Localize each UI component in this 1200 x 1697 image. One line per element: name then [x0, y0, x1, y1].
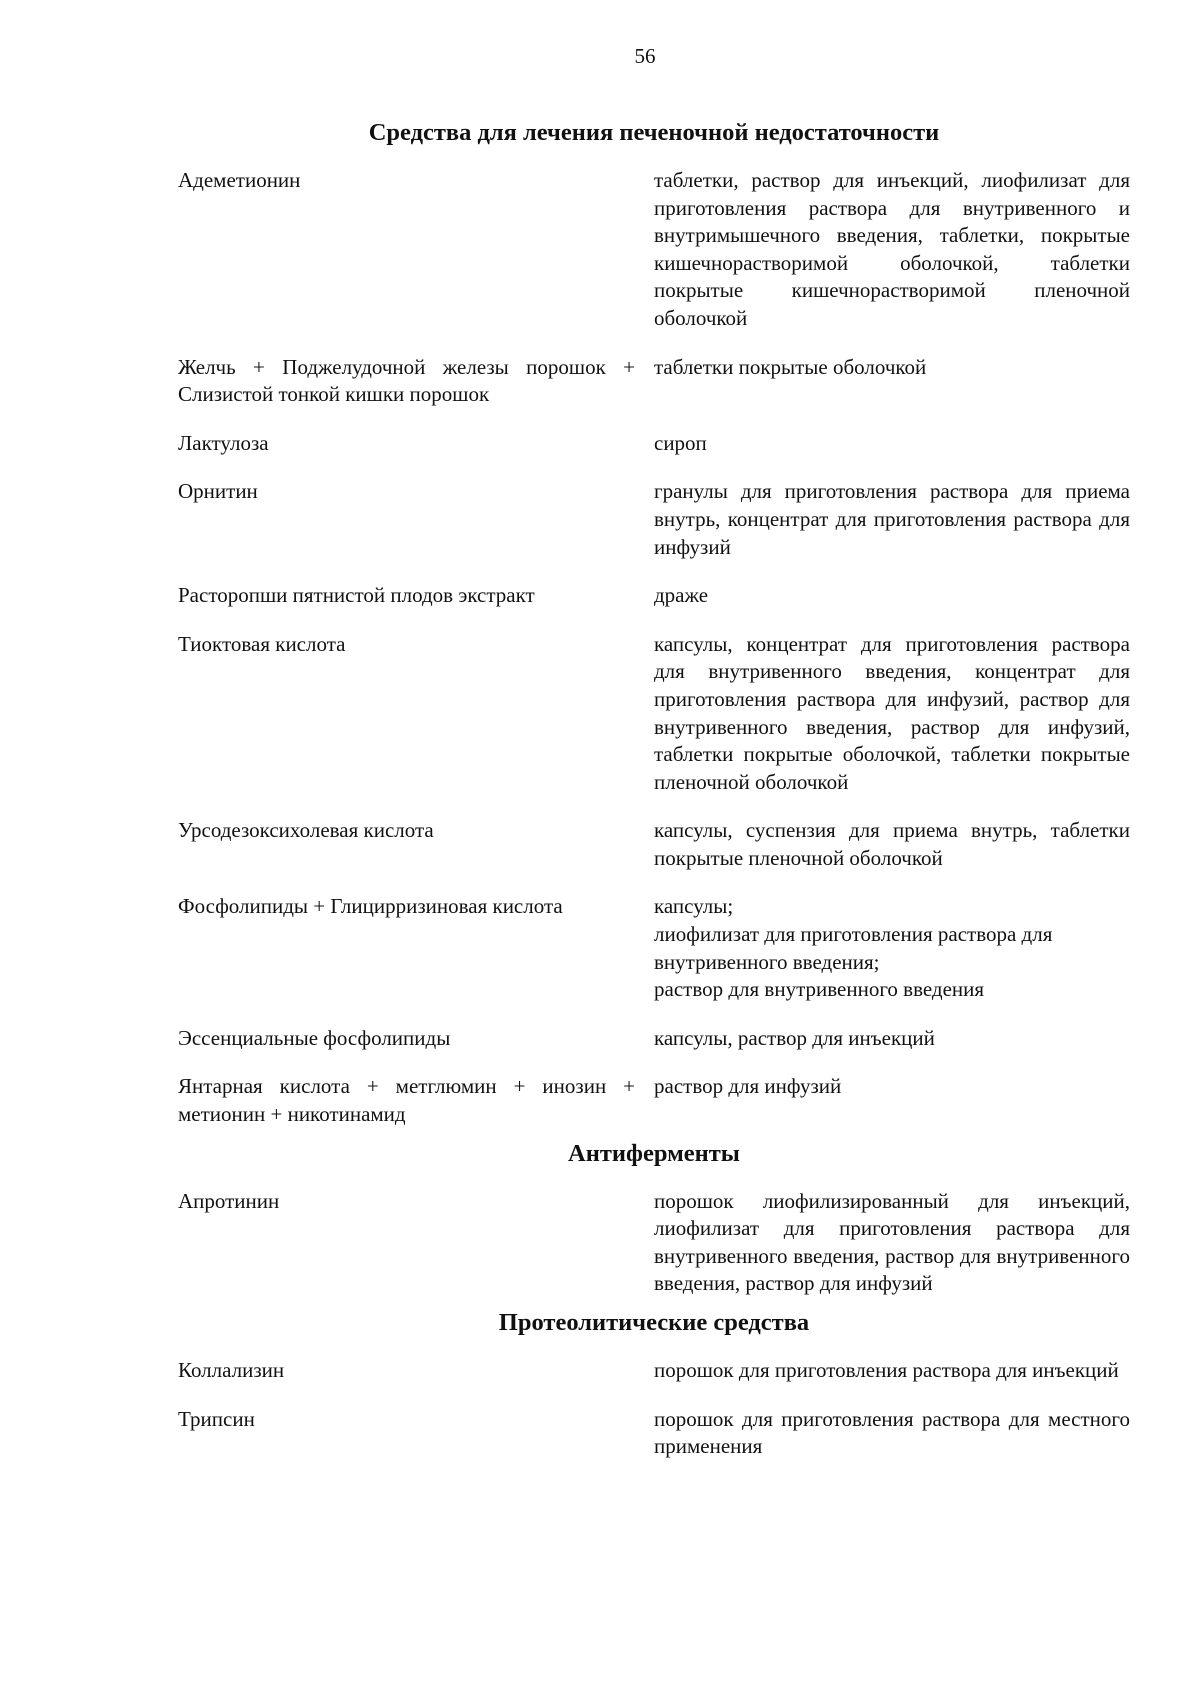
drug-name: Апротинин [178, 1188, 280, 1213]
drug-name: Эссенциальные фосфолипиды [178, 1025, 451, 1050]
drug-name: Трипсин [178, 1406, 255, 1431]
drug-name: Орнитин [178, 479, 258, 504]
page-number: 56 [634, 44, 656, 68]
drug-name: Желчь + Поджелудочной железы порошок + Слизистой тонкой кишки порошок [178, 354, 635, 407]
drug-entry [178, 1406, 1130, 1461]
drug-entry [178, 631, 1130, 797]
section-title: Протеолитические средства [498, 1309, 810, 1336]
drug-list [178, 1357, 1130, 1461]
drug-name: Янтарная кислота + метглюмин + инозин + метионин + никотинамид [178, 1074, 635, 1127]
drug-form-line: капсулы; [654, 894, 734, 919]
drug-name: Лактулоза [178, 430, 269, 455]
section-title: Средства для лечения печеночной недостаточности [368, 119, 940, 146]
section-proteolytic-agents [178, 1308, 1130, 1461]
drug-form: порошок лиофилизированный для инъекций, лиофилизат для приготовления раствора для внутривенного введения, раствор для внутривенного введения, раствор для инфузий [654, 1188, 1130, 1296]
drug-name: Фосфолипиды + Глицирризиновая кислота [178, 894, 563, 919]
drug-entry [178, 893, 1130, 1003]
drug-form: порошок для приготовления раствора для местного применения [654, 1406, 1130, 1459]
drug-form: капсулы, раствор для инъекций [654, 1025, 935, 1050]
drug-entry [178, 1025, 1130, 1053]
drug-form: драже [654, 583, 709, 608]
drug-form: сироп [654, 430, 707, 455]
drug-form: капсулы, концентрат для приготовления раствора для внутривенного введения, концентрат для приготовления раствора для инфузий, раствор для внутривенного введения, раствор для инфузий, таблетки покрытые оболочкой, таблетки покрытые пленочной оболочкой [654, 631, 1130, 794]
drug-entry [178, 1357, 1130, 1385]
drug-form: гранулы для приготовления раствора для приема внутрь, концентрат для приготовления раствора для инфузий [654, 479, 1130, 559]
document-content [178, 118, 1130, 1461]
drug-entry [178, 1188, 1130, 1298]
drug-form-line: раствор для внутривенного введения [654, 977, 985, 1002]
drug-entry [178, 1073, 1130, 1128]
drug-name: Коллализин [178, 1358, 285, 1382]
drug-entry [178, 167, 1130, 333]
drug-list [178, 167, 1130, 1129]
drug-form: таблетки, раствор для инъекций, лиофилизат для приготовления раствора для внутривенного и внутримышечного введения, таблетки, покрытые кишечнорастворимой оболочкой, таблетки покрытые кишечнорастворимой пленочной оболочкой [654, 168, 1130, 330]
drug-form: порошок для приготовления раствора для инъекций [654, 1358, 1119, 1382]
drug-name: Урсодезоксихолевая кислота [178, 818, 434, 843]
drug-name: Расторопши пятнистой плодов экстракт [178, 583, 535, 608]
drug-form: таблетки покрытые оболочкой [654, 354, 927, 379]
drug-entry [178, 430, 1130, 458]
section-hepatic-insufficiency [178, 118, 1130, 1129]
drug-form [654, 893, 1130, 1003]
section-antienzymes [178, 1139, 1130, 1298]
drug-list [178, 1188, 1130, 1298]
drug-name: Тиоктовая кислота [178, 631, 346, 656]
drug-form: раствор для инфузий [654, 1074, 842, 1099]
drug-entry [178, 354, 1130, 409]
drug-entry [178, 478, 1130, 561]
drug-name: Адеметионин [178, 168, 301, 192]
drug-form: капсулы, суспензия для приема внутрь, таблетки покрытые пленочной оболочкой [654, 818, 1130, 870]
drug-form-line: лиофилизат для приготовления раствора для внутривенного введения; [654, 922, 1053, 974]
drug-entry [178, 582, 1130, 610]
drug-entry [178, 817, 1130, 872]
section-title: Антиферменты [568, 1139, 740, 1167]
